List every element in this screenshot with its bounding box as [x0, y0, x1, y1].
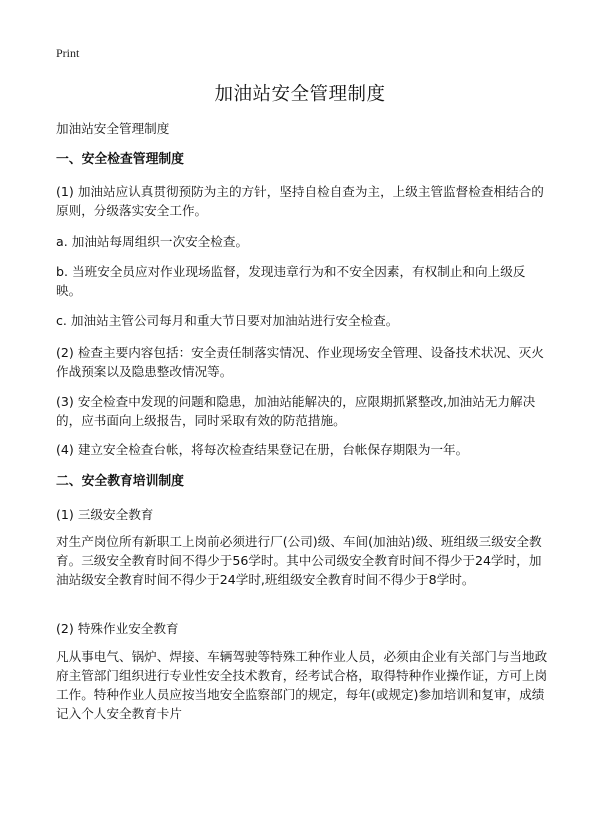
print-label: Print	[56, 46, 80, 60]
section-1-paragraph-4: c. 加油站主管公司每月和重大节日要对加油站进行安全检查。	[56, 313, 399, 328]
section-1-paragraph-7: (4) 建立安全检查台帐，将每次检查结果登记在册，台帐保存期限为一年。	[56, 442, 469, 457]
section-1-paragraph-3: b. 当班安全员应对作业现场监督，发现违章行为和不安全因素，有权制止和向上级反映。	[56, 264, 526, 298]
section-2-paragraph-3: (2) 特殊作业安全教育	[56, 621, 179, 636]
section-1-heading: 一、安全检查管理制度	[56, 152, 184, 167]
section-2-paragraph-1: (1) 三级安全教育	[56, 507, 154, 522]
section-2-heading: 二、安全教育培训制度	[56, 474, 184, 489]
document-subtitle: 加油站安全管理制度	[56, 121, 170, 136]
section-1-paragraph-5: (2) 检查主要内容包括：安全责任制落实情况、作业现场安全管理、设备技术状况、灭火作战预案以及隐患整改情况等。	[56, 345, 544, 379]
section-1-paragraph-2: a. 加油站每周组织一次安全检查。	[56, 234, 249, 249]
section-1-paragraph-1: (1) 加油站应认真贯彻预防为主的方针，坚持自检自查为主，上级主管监督检查相结合的原则，分级落实安全工作。	[56, 184, 544, 218]
section-2-paragraph-2: 对生产岗位所有新职工上岗前必须进行厂(公司)级、车间(加油站)级、班组级三级安全教育。三级安全教育时间不得少于56学时。其中公司级安全教育时间不得少于24学时，加油站级安全教育时间不得少于24学时,班组级安全教育时间不得少于8学时。	[56, 534, 542, 587]
section-1-paragraph-6: (3) 安全检查中发现的问题和隐患，加油站能解决的，应限期抓紧整改,加油站无力解决的，应书面向上级报告，同时采取有效的防范措施。	[56, 394, 536, 428]
document-title: 加油站安全管理制度	[214, 84, 386, 105]
section-2-paragraph-4: 凡从事电气、锅炉、焊接、车辆驾驶等特殊工种作业人员，必须由企业有关部门与当地政府主管部门组织进行专业性安全技术教育，经考试合格，取得特种作业操作证，方可上岗工作。特种作业人员应按当地安全监察部门的规定，每年(或规定)参加培训和复审，成绩记入个人安全教育卡片	[56, 649, 548, 721]
